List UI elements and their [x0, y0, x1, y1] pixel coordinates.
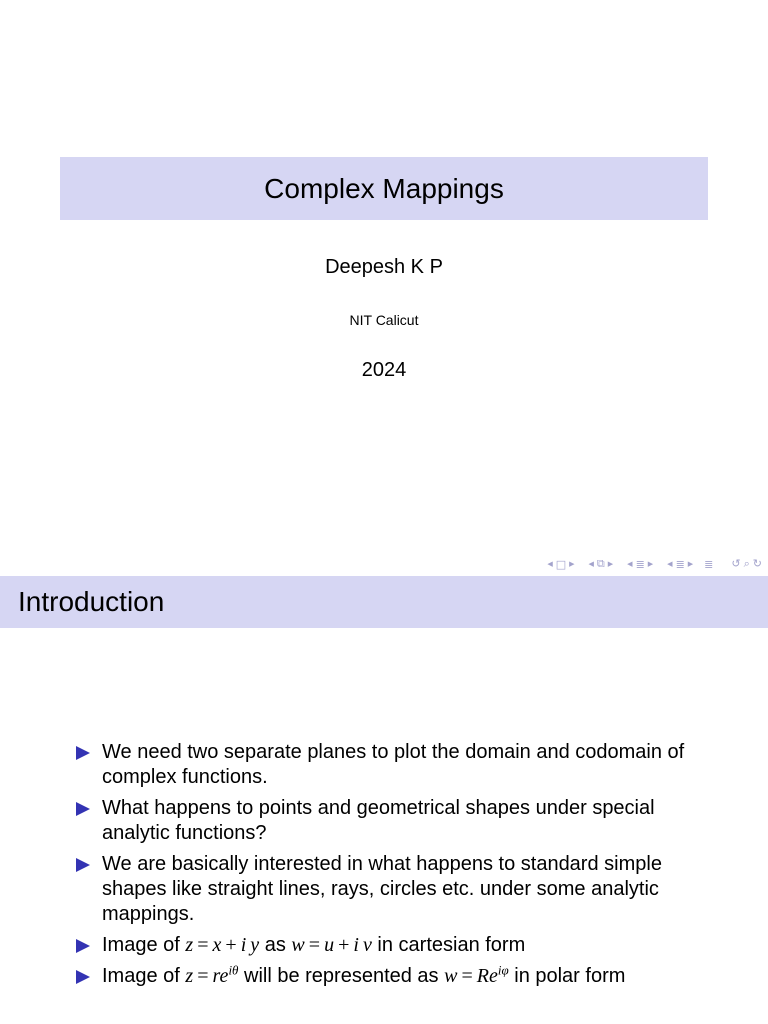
institute: NIT Calicut	[349, 312, 419, 328]
presentation-title: Complex Mappings	[264, 172, 504, 204]
math-r: r	[212, 965, 220, 987]
math-v: v	[362, 934, 372, 956]
appendix-icon[interactable]: ≣	[704, 557, 714, 571]
nav-right-arrow-icon[interactable]: ▶	[569, 560, 575, 568]
subsection-icon[interactable]: ⧉	[596, 557, 605, 570]
section-icon[interactable]: ≣	[635, 557, 645, 571]
bullet-text	[102, 962, 626, 987]
math-eq: =	[197, 965, 209, 987]
bullet-text: What happens to points and geometrical shapes under special analytic functions?	[102, 797, 655, 844]
date: 2024	[361, 359, 407, 381]
math-plus: +	[225, 934, 237, 956]
list-item	[76, 933, 716, 958]
math-w: w	[291, 934, 305, 956]
frame-icon[interactable]: □	[555, 557, 567, 571]
bullet-list	[76, 740, 716, 995]
redo-icon[interactable]: ↻	[752, 557, 762, 570]
math-exponent: iθ	[228, 962, 239, 978]
frame-title-bar	[0, 576, 768, 628]
math-x: x	[212, 934, 222, 956]
frame-title: Introduction	[18, 586, 165, 617]
math-y: y	[250, 934, 260, 956]
math-z: z	[185, 934, 194, 956]
section-nav[interactable]	[624, 558, 656, 571]
bullet-triangle-icon	[76, 970, 90, 984]
search-icon[interactable]: ⌕	[743, 557, 750, 570]
math-z: z	[185, 965, 194, 987]
text-mid: will be represented as	[238, 965, 445, 987]
bullet-text	[102, 934, 525, 956]
bullet-text: We are basically interested in what happens to standard simple shapes like straight lines, rays, circles etc. under some analytic mappings.	[102, 853, 662, 925]
math-R: R	[476, 965, 489, 987]
math-e: e	[488, 965, 498, 987]
bullet-triangle-icon	[76, 802, 90, 816]
appendix-nav[interactable]	[704, 558, 713, 571]
math-u: u	[324, 934, 335, 956]
frame-nav[interactable]	[544, 558, 577, 571]
nav-tools	[731, 557, 762, 571]
intro-slide	[0, 576, 768, 1024]
text-prefix: Image of	[102, 934, 186, 956]
bullet-triangle-icon	[76, 939, 90, 953]
toc-nav[interactable]	[664, 558, 696, 571]
list-item	[76, 964, 716, 989]
nav-left-arrow-icon[interactable]: ◀	[627, 560, 633, 568]
list-item	[76, 796, 716, 846]
nav-left-arrow-icon[interactable]: ◀	[547, 560, 553, 568]
author: Deepesh K P	[325, 256, 443, 278]
undo-icon[interactable]: ↺	[731, 557, 741, 570]
bullet-triangle-icon	[76, 858, 90, 872]
nav-right-arrow-icon[interactable]: ▶	[607, 560, 614, 568]
nav-right-arrow-icon[interactable]: ▶	[647, 560, 654, 568]
subsection-nav[interactable]	[586, 557, 617, 571]
text-suffix: in polar form	[508, 965, 626, 987]
math-i: i	[353, 934, 359, 956]
nav-right-arrow-icon[interactable]: ▶	[687, 560, 694, 568]
text-prefix: Image of	[102, 965, 186, 987]
math-eq: =	[197, 934, 209, 956]
nav-left-arrow-icon[interactable]: ◀	[667, 560, 673, 568]
math-i: i	[240, 934, 247, 956]
text-suffix: in cartesian form	[371, 934, 526, 956]
list-item	[76, 852, 716, 927]
math-eq: =	[461, 965, 473, 987]
math-exponent: iφ	[497, 962, 509, 978]
math-w: w	[444, 965, 458, 987]
math-plus: +	[338, 934, 350, 956]
bullet-triangle-icon	[76, 746, 90, 760]
nav-left-arrow-icon[interactable]: ◀	[588, 560, 594, 568]
list-item	[76, 740, 716, 790]
toc-icon[interactable]: ≣	[675, 557, 685, 571]
bullet-text: We need two separate planes to plot the domain and codomain of complex functions.	[102, 741, 685, 788]
title-box	[60, 157, 708, 220]
beamer-navigation	[536, 557, 762, 571]
text-mid: as	[259, 934, 292, 956]
math-eq: =	[308, 934, 321, 956]
math-e: e	[219, 965, 229, 987]
